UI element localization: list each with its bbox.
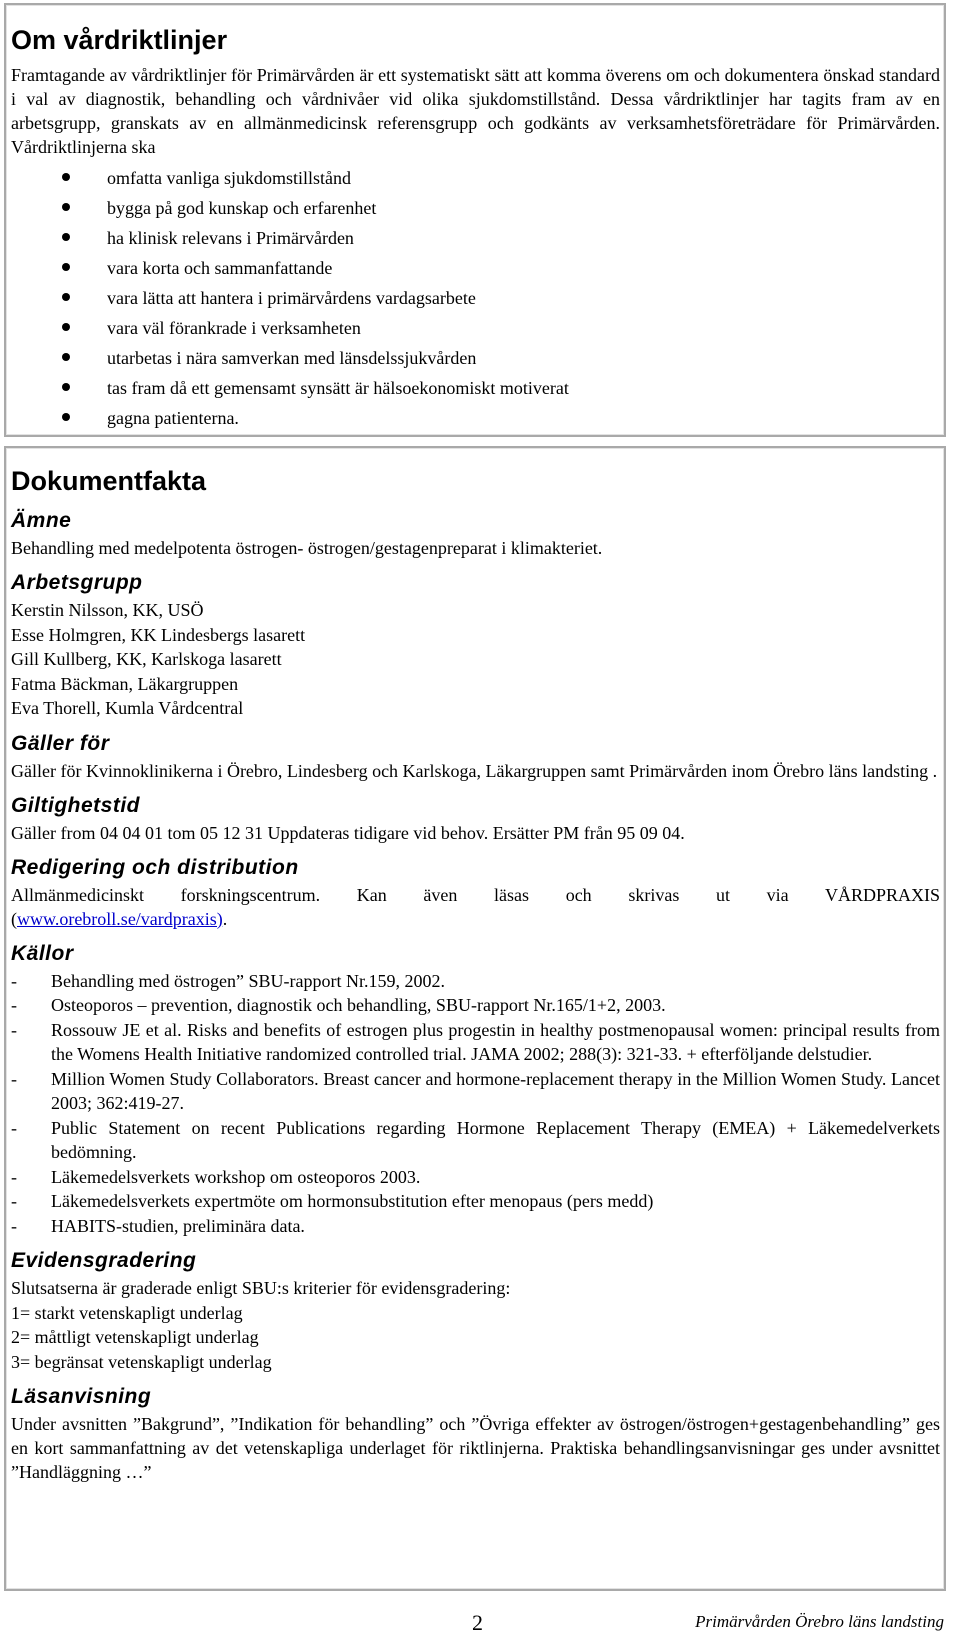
- heading-evidensgradering: Evidensgradering: [11, 1249, 197, 1272]
- list-item: bygga på god kunskap och erfarenhet: [11, 195, 940, 225]
- references-list: [11, 969, 940, 1239]
- list-item: Esse Holmgren, KK Lindesbergs lasarett: [11, 624, 306, 645]
- section-title-om-vardriktlinjer: Om vårdriktlinjer: [11, 25, 228, 55]
- intro-paragraph: Framtagande av vårdriktlinjer för Primärvården är ett systematiskt sätt att komma överens om och dokumentera önskad standard i val av diagnostik, behandling och vårdnivåer vid olika sjukdomstillstånd. Dessa vårdriktlinjer har tagits fram av en arbetsgrupp, granskats av en allmänmedicinsk referensgrupp och godkänts av verksamhetsföreträdare för Primärvården. Vårdriktlinjerna ska: [11, 65, 940, 157]
- bullet-icon: [62, 413, 70, 421]
- heading-arbetsgrupp: Arbetsgrupp: [11, 571, 143, 594]
- heading-giltighetstid: Giltighetstid: [11, 793, 140, 817]
- list-item: - Behandling med östrogen” SBU-rapport Nr.159, 2002.: [11, 970, 445, 991]
- list-item: - Läkemedelsverkets workshop om osteoporos 2003.: [11, 1166, 421, 1187]
- document-facts-box: [4, 446, 946, 1591]
- bullet-icon: [62, 233, 70, 241]
- page-number: 2: [472, 1610, 483, 1635]
- lasanvisning-text: Under avsnitten ”Bakgrund”, ”Indikation för behandling” och ”Övriga effekter av östrogen/östrogen+gestagenbehandling” ges en kort sammanfattning av det vetenskapliga underlaget för riktlinjerna. Praktiska behandlingsanvisningar ges under avsnittet ”Handläggning …”: [11, 1414, 940, 1482]
- amne-text: Behandling med medelpotenta östrogen- östrogen/gestagenpreparat i klimakteriet.: [11, 538, 603, 558]
- list-item: utarbetas i nära samverkan med länsdelssjukvården: [11, 345, 940, 375]
- list-item: ha klinisk relevans i Primärvården: [11, 225, 940, 255]
- list-item: vara väl förankrade i verksamheten: [11, 315, 940, 345]
- list-item: Slutsatserna är graderade enligt SBU:s kriterier för evidensgradering:: [11, 1278, 511, 1298]
- list-item: - Osteoporos – prevention, diagnostik och behandling, SBU-rapport Nr.165/1+2, 2003.: [11, 995, 666, 1015]
- guideline-criteria-list: [11, 165, 940, 435]
- heading-kallor: Källor: [11, 941, 74, 965]
- list-item: Fatma Bäckman, Läkargruppen: [11, 673, 239, 694]
- section-title-dokumentfakta: Dokumentfakta: [11, 466, 207, 496]
- heading-galler-for: Gäller för: [11, 731, 110, 755]
- list-item: - Rossouw JE et al. Risks and benefits of estrogen plus progestin in healthy postmenopausal women: principal results from the Womens Health Initiative randomized controlled trial. JAMA 2002; 288(3): 321-33. + efterföljande delstudier.: [11, 1019, 940, 1064]
- giltighetstid-text: Gäller from 04 04 01 tom 05 12 31 Uppdateras tidigare vid behov. Ersätter PM från 95 09 04.: [11, 822, 685, 843]
- bullet-icon: [62, 353, 70, 361]
- bullet-icon: [62, 383, 70, 391]
- list-item: vara korta och sammanfattande: [11, 255, 940, 285]
- bullet-icon: [62, 263, 70, 271]
- heading-lasanvisning: Läsanvisning: [11, 1385, 152, 1408]
- list-item: Eva Thorell, Kumla Vårdcentral: [11, 698, 244, 718]
- list-item: - HABITS-studien, preliminära data.: [11, 1215, 305, 1236]
- list-item: vara lätta att hantera i primärvårdens vardagsarbete: [11, 285, 940, 315]
- vardpraxis-link[interactable]: www.orebroll.se/vardpraxis): [17, 908, 223, 929]
- footer-organization: Primärvården Örebro läns landsting: [695, 1612, 944, 1631]
- redigering-link-line: (www.orebroll.se/vardpraxis).: [11, 908, 228, 929]
- working-group-list: [11, 598, 940, 721]
- list-item: omfatta vanliga sjukdomstillstånd: [11, 165, 940, 195]
- heading-amne: Ämne: [11, 509, 72, 532]
- heading-redigering: Redigering och distribution: [11, 855, 299, 879]
- list-item: tas fram då ett gemensamt synsätt är hälsoekonomiskt motiverat: [11, 375, 940, 405]
- list-item: - Million Women Study Collaborators. Breast cancer and hormone-replacement therapy in the Million Women Study. Lancet 2003; 362:419-27.: [11, 1068, 940, 1113]
- list-item: gagna patienterna.: [11, 405, 940, 435]
- galler-for-text: Gäller för Kvinnoklinikerna i Örebro, Lindesberg och Karlskoga, Läkargruppen samt Primärvården inom Örebro läns landsting .: [11, 760, 938, 781]
- list-item: 1= starkt vetenskapligt underlag: [11, 1302, 243, 1323]
- list-item: 3= begränsat vetenskapligt underlag: [11, 1351, 272, 1372]
- bullet-icon: [62, 293, 70, 301]
- list-item: Gill Kullberg, KK, Karlskoga lasarett: [11, 649, 282, 669]
- about-guidelines-box: [4, 3, 946, 437]
- bullet-icon: [62, 203, 70, 211]
- bullet-icon: [62, 323, 70, 331]
- redigering-text: Allmänmedicinskt forskningscentrum. Kan även läsas och skrivas ut via VÅRDPRAXIS: [11, 884, 940, 905]
- list-item: - Läkemedelsverkets expertmöte om hormonsubstitution efter menopaus (pers medd): [11, 1191, 654, 1211]
- list-item: Kerstin Nilsson, KK, USÖ: [11, 600, 204, 620]
- bullet-icon: [62, 173, 70, 181]
- evidence-grading-list: [11, 1276, 940, 1374]
- list-item: - Public Statement on recent Publications regarding Hormone Replacement Therapy (EMEA) + Läkemedelverkets bedömning.: [11, 1117, 940, 1162]
- list-item: 2= måttligt vetenskapligt underlag: [11, 1327, 259, 1347]
